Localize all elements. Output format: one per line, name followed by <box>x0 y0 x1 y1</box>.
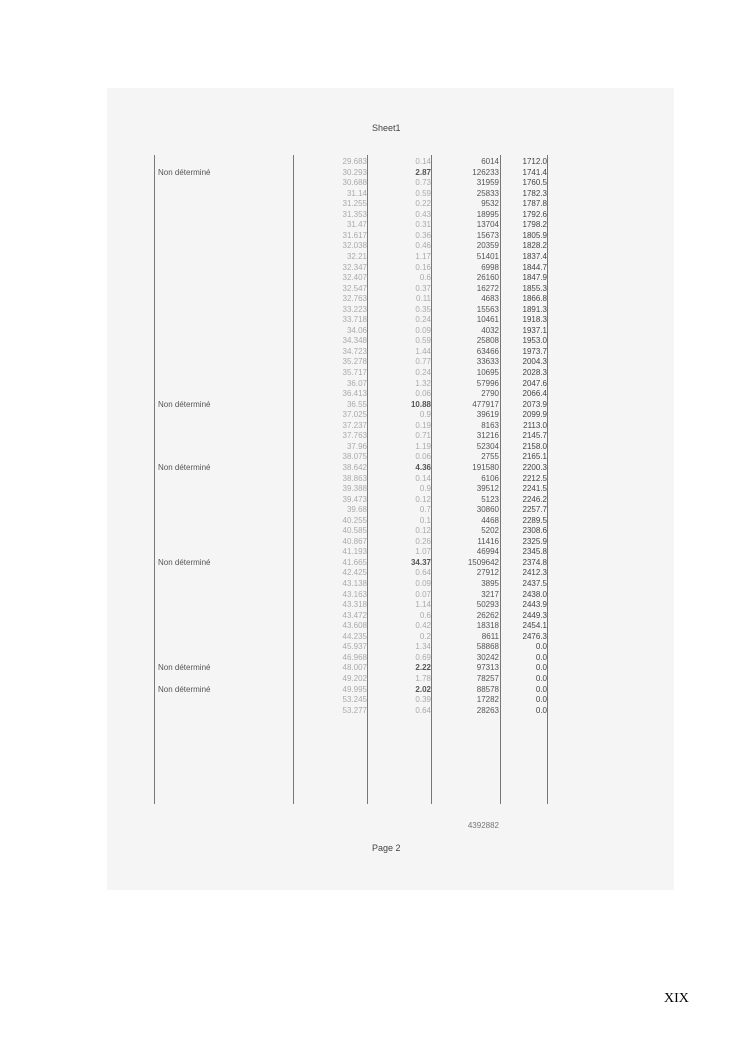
row-label: Non déterminé <box>158 167 211 177</box>
cell-c1: 30.293 <box>342 167 367 177</box>
cell-c2: 0.22 <box>415 199 431 209</box>
cell-c2: 0.09 <box>415 325 431 335</box>
cell-c4: 2345.8 <box>522 547 547 557</box>
cell-c3: 4032 <box>481 325 499 335</box>
cell-c3: 88578 <box>476 684 499 694</box>
cell-c3: 26160 <box>476 273 499 283</box>
cell-c3: 4468 <box>481 515 499 525</box>
cell-c4: 2004.3 <box>522 357 547 367</box>
cell-c4: 2412.3 <box>522 568 547 578</box>
cell-c4: 1855.3 <box>522 283 547 293</box>
cell-c2: 0.1 <box>419 515 431 525</box>
cell-c3: 13704 <box>476 220 499 230</box>
cell-c3: 28263 <box>476 705 499 715</box>
cell-c3: 46994 <box>476 547 499 557</box>
cell-c1: 30.688 <box>342 178 367 188</box>
cell-c1: 31.14 <box>346 188 367 198</box>
cell-c3: 20359 <box>476 241 499 251</box>
cell-c2: 0.14 <box>415 473 431 483</box>
cell-c1: 37.96 <box>346 441 367 451</box>
cell-c3: 191580 <box>472 462 499 472</box>
cell-c2: 2.22 <box>415 663 431 673</box>
column-divider <box>500 155 501 804</box>
cell-c3: 15673 <box>476 230 499 240</box>
cell-c4: 2073.9 <box>522 399 547 409</box>
column-divider <box>367 155 368 804</box>
row-label: Non déterminé <box>158 684 211 694</box>
cell-c4: 2066.4 <box>522 389 547 399</box>
cell-c4: 0.0 <box>535 684 547 694</box>
cell-c3: 9532 <box>481 199 499 209</box>
cell-c1: 49.202 <box>342 673 367 683</box>
cell-c4: 2028.3 <box>522 368 547 377</box>
cell-c2: 0.7 <box>419 505 431 515</box>
cell-c4: 0.0 <box>535 642 547 652</box>
cell-c4: 2047.6 <box>522 378 547 388</box>
cell-c1: 32.21 <box>346 251 367 261</box>
cell-c1: 42.425 <box>342 568 367 578</box>
cell-c3: 25808 <box>476 336 499 346</box>
cell-c4: 1741.4 <box>522 167 547 177</box>
cell-c3: 30860 <box>476 505 499 515</box>
cell-c2: 0.24 <box>415 315 431 325</box>
cell-c2: 1.17 <box>415 251 431 261</box>
cell-c1: 43.318 <box>342 600 367 610</box>
cell-c4: 1787.8 <box>522 199 547 209</box>
cell-c2: 0.64 <box>415 568 431 578</box>
cell-c4: 1937.1 <box>522 325 547 335</box>
cell-c1: 32.038 <box>342 241 367 251</box>
cell-c3: 6106 <box>481 473 499 483</box>
cell-c1: 43.472 <box>342 610 367 620</box>
column-divider <box>431 155 432 804</box>
cell-c3: 17282 <box>476 695 499 705</box>
cell-c2: 0.69 <box>415 652 431 662</box>
cell-c3: 39512 <box>476 484 499 494</box>
cell-c1: 33.718 <box>342 315 367 325</box>
cell-c3: 51401 <box>476 251 499 261</box>
cell-c2: 0.26 <box>415 536 431 546</box>
cell-c1: 37.763 <box>342 431 367 441</box>
cell-c3: 78257 <box>476 673 499 683</box>
cell-c4: 1760.5 <box>522 178 547 188</box>
cell-c2: 2.87 <box>415 167 431 177</box>
cell-c2: 1.34 <box>415 642 431 652</box>
cell-c2: 0.16 <box>415 262 431 272</box>
cell-c3: 6998 <box>481 262 499 272</box>
cell-c1: 49.995 <box>342 684 367 694</box>
cell-c1: 31.255 <box>342 199 367 209</box>
cell-c4: 2437.5 <box>522 579 547 588</box>
page-number: XIX <box>664 991 689 1006</box>
cell-c3: 16272 <box>476 283 499 293</box>
cell-c1: 36.55 <box>346 399 367 409</box>
cell-c3: 50293 <box>476 600 499 610</box>
cell-c4: 1891.3 <box>522 304 547 314</box>
cell-c3: 8163 <box>481 420 499 430</box>
column-divider <box>154 155 155 804</box>
cell-c3: 18318 <box>476 621 499 631</box>
cell-c2: 0.42 <box>415 621 431 631</box>
cell-c1: 34.723 <box>342 346 367 356</box>
cell-c4: 2443.9 <box>522 600 547 610</box>
cell-c2: 0.06 <box>415 452 431 462</box>
cell-c1: 43.138 <box>342 579 367 588</box>
cell-c2: 0.12 <box>415 494 431 504</box>
cell-c1: 37.237 <box>342 420 367 430</box>
cell-c2: 0.77 <box>415 357 431 367</box>
cell-c1: 31.47 <box>346 220 367 230</box>
cell-c2: 0.59 <box>415 188 431 198</box>
cell-c1: 41.193 <box>342 547 367 557</box>
cell-c3: 63466 <box>476 346 499 356</box>
cell-c2: 0.43 <box>415 209 431 219</box>
cell-c1: 35.278 <box>342 357 367 367</box>
cell-c4: 2212.5 <box>522 473 547 483</box>
sheet-title: Sheet1 <box>372 123 401 133</box>
cell-c1: 31.353 <box>342 209 367 219</box>
cell-c3: 15563 <box>476 304 499 314</box>
cell-c2: 0.6 <box>419 610 431 620</box>
cell-c2: 0.35 <box>415 304 431 314</box>
cell-c4: 1847.9 <box>522 273 547 283</box>
cell-c2: 0.39 <box>415 695 431 705</box>
cell-c2: 1.19 <box>415 441 431 451</box>
cell-c2: 0.09 <box>415 579 431 588</box>
row-label: Non déterminé <box>158 663 211 673</box>
cell-c1: 32.763 <box>342 294 367 304</box>
cell-c4: 2246.2 <box>522 494 547 504</box>
cell-c3: 31959 <box>476 178 499 188</box>
cell-c3: 5202 <box>481 526 499 536</box>
cell-c4: 0.0 <box>535 695 547 705</box>
cell-c4: 1973.7 <box>522 346 547 356</box>
cell-c2: 1.14 <box>415 600 431 610</box>
cell-c2: 10.88 <box>410 399 431 409</box>
cell-c3: 97313 <box>476 663 499 673</box>
cell-c2: 0.12 <box>415 526 431 536</box>
cell-c3: 126233 <box>472 167 499 177</box>
cell-c4: 2325.9 <box>522 536 547 546</box>
cell-c1: 36.413 <box>342 389 367 399</box>
cell-c1: 41.665 <box>342 557 367 567</box>
cell-c1: 39.388 <box>342 484 367 494</box>
cell-c1: 32.407 <box>342 273 367 283</box>
cell-c3: 2790 <box>481 389 499 399</box>
cell-c4: 1953.0 <box>522 336 547 346</box>
cell-c2: 0.64 <box>415 705 431 715</box>
cell-c2: 0.31 <box>415 220 431 230</box>
cell-c3: 3217 <box>481 589 499 599</box>
row-label: Non déterminé <box>158 557 211 567</box>
cell-c2: 1.44 <box>415 346 431 356</box>
cell-c1: 32.547 <box>342 283 367 293</box>
cell-c4: 2113.0 <box>523 420 547 430</box>
cell-c4: 2200.3 <box>522 462 547 472</box>
cell-c1: 35.717 <box>342 368 367 377</box>
scanned-page <box>107 88 674 890</box>
cell-c4: 0.0 <box>535 705 547 715</box>
cell-c4: 2454.1 <box>522 621 547 631</box>
cell-c4: 2257.7 <box>522 505 547 515</box>
cell-c4: 1798.2 <box>522 220 547 230</box>
cell-c2: 0.2 <box>419 631 431 641</box>
cell-c1: 39.473 <box>342 494 367 504</box>
cell-c4: 2449.3 <box>522 610 547 620</box>
cell-c2: 0.24 <box>415 368 431 377</box>
cell-c2: 0.19 <box>415 420 431 430</box>
cell-c1: 31.617 <box>342 230 367 240</box>
cell-c1: 46.968 <box>342 652 367 662</box>
cell-c2: 0.11 <box>416 294 431 304</box>
cell-c1: 38.863 <box>342 473 367 483</box>
cell-c3: 39619 <box>476 410 499 420</box>
cell-c3: 18995 <box>476 209 499 219</box>
cell-c4: 1866.8 <box>522 294 547 304</box>
cell-c4: 1844.7 <box>522 262 547 272</box>
cell-c4: 1792.6 <box>522 209 547 219</box>
cell-c1: 38.075 <box>342 452 367 462</box>
cell-c4: 2289.5 <box>522 515 547 525</box>
cell-c4: 1837.4 <box>522 251 547 261</box>
cell-c2: 0.37 <box>415 283 431 293</box>
column-divider <box>547 155 548 804</box>
cell-c3: 8611 <box>481 631 499 641</box>
cell-c3: 4683 <box>481 294 499 304</box>
cell-c4: 1828.2 <box>522 241 547 251</box>
cell-c4: 2374.8 <box>522 557 547 567</box>
cell-c4: 0.0 <box>535 652 547 662</box>
cell-c1: 43.608 <box>342 621 367 631</box>
cell-c2: 0.36 <box>415 230 431 240</box>
cell-c4: 2438.0 <box>522 589 547 599</box>
cell-c2: 0.07 <box>415 589 431 599</box>
cell-c4: 2099.9 <box>522 410 547 420</box>
cell-c2: 2.02 <box>415 684 431 694</box>
cell-c1: 44.235 <box>342 631 367 641</box>
cell-c3: 25833 <box>476 188 499 198</box>
cell-c2: 0.71 <box>415 431 431 441</box>
cell-c4: 1782.3 <box>522 188 547 198</box>
row-label: Non déterminé <box>158 399 211 409</box>
cell-c3: 3895 <box>481 579 499 588</box>
cell-c1: 38.642 <box>342 462 367 472</box>
cell-c3: 27912 <box>476 568 499 578</box>
cell-c1: 40.255 <box>342 515 367 525</box>
cell-c1: 34.348 <box>342 336 367 346</box>
cell-c2: 0.46 <box>415 241 431 251</box>
cell-c1: 40.867 <box>342 536 367 546</box>
cell-c4: 1712.0 <box>522 157 547 166</box>
cell-c3: 2755 <box>481 452 499 462</box>
cell-c3: 477917 <box>472 399 499 409</box>
cell-c3: 6014 <box>481 157 499 166</box>
cell-c3: 5123 <box>481 494 499 504</box>
cell-c4: 2145.7 <box>522 431 547 441</box>
column-divider <box>293 155 294 804</box>
cell-c2: 34.37 <box>410 557 431 567</box>
cell-c1: 34.06 <box>346 325 367 335</box>
cell-c4: 1805.9 <box>522 230 547 240</box>
cell-c2: 0.9 <box>419 484 431 494</box>
row-label: Non déterminé <box>158 462 211 472</box>
cell-c2: 0.14 <box>415 157 431 166</box>
cell-c4: 2241.5 <box>522 484 547 494</box>
cell-c1: 48.007 <box>342 663 367 673</box>
cell-c3: 33633 <box>476 357 499 367</box>
cell-c2: 0.6 <box>419 273 431 283</box>
cell-c3: 10461 <box>476 315 499 325</box>
cell-c2: 1.78 <box>415 673 431 683</box>
cell-c4: 2165.1 <box>522 452 547 462</box>
cell-c3: 58868 <box>476 642 499 652</box>
cell-c4: 2158.0 <box>522 441 547 451</box>
cell-c4: 0.0 <box>535 663 547 673</box>
cell-c2: 0.06 <box>415 389 431 399</box>
cell-c2: 0.9 <box>419 410 431 420</box>
cell-c1: 32.347 <box>342 262 367 272</box>
cell-c1: 53.245 <box>342 695 367 705</box>
cell-c3: 10695 <box>476 368 499 377</box>
cell-c3: 26262 <box>476 610 499 620</box>
column-total: 4392882 <box>467 821 499 830</box>
cell-c1: 43.163 <box>342 589 367 599</box>
cell-c2: 0.59 <box>415 336 431 346</box>
cell-c4: 2308.6 <box>522 526 547 536</box>
cell-c1: 40.585 <box>342 526 367 536</box>
cell-c1: 29.683 <box>342 157 367 166</box>
cell-c2: 0.73 <box>415 178 431 188</box>
page-label: Page 2 <box>372 843 401 853</box>
cell-c3: 11416 <box>477 536 499 546</box>
cell-c3: 57996 <box>476 378 499 388</box>
cell-c1: 53.277 <box>342 705 367 715</box>
cell-c1: 33.223 <box>342 304 367 314</box>
cell-c3: 31216 <box>476 431 499 441</box>
cell-c4: 1918.3 <box>522 315 547 325</box>
cell-c3: 52304 <box>476 441 499 451</box>
cell-c4: 2476.3 <box>522 631 547 641</box>
cell-c1: 45.937 <box>342 642 367 652</box>
cell-c3: 1509642 <box>467 557 499 567</box>
cell-c2: 4.36 <box>415 462 431 472</box>
cell-c2: 1.07 <box>415 547 431 557</box>
cell-c1: 37.025 <box>342 410 367 420</box>
cell-c1: 39.68 <box>346 505 367 515</box>
cell-c1: 36.07 <box>346 378 367 388</box>
cell-c4: 0.0 <box>535 673 547 683</box>
cell-c3: 30242 <box>476 652 499 662</box>
cell-c2: 1.32 <box>415 378 431 388</box>
